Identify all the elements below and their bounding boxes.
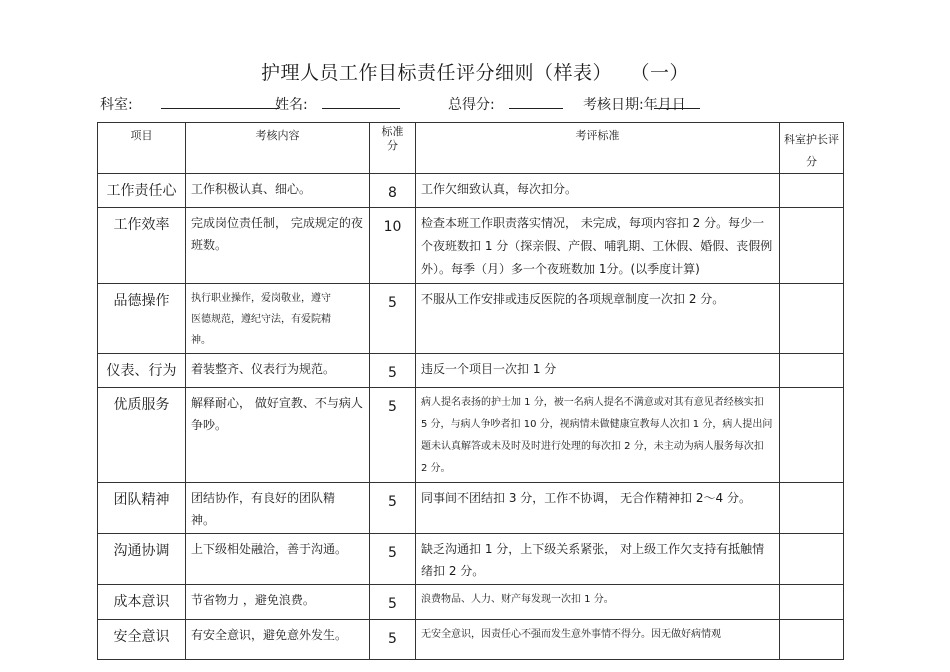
total-blank[interactable] <box>509 94 563 109</box>
row-item: 沟通协调 <box>98 534 186 585</box>
row-content: 工作积极认真、细心。 <box>186 174 370 208</box>
row-score: 5 <box>370 534 416 585</box>
year-label: 年 <box>643 97 658 113</box>
table-row <box>98 483 844 534</box>
title-suffix: （一） <box>640 62 690 84</box>
score-table <box>97 122 844 660</box>
row-score: 5 <box>370 388 416 483</box>
date-label: 考核日期: <box>583 97 644 113</box>
row-score: 5 <box>370 284 416 354</box>
header-eval <box>780 123 844 174</box>
row-score: 5 <box>370 585 416 620</box>
row-item: 品德操作 <box>98 284 186 354</box>
name-label: 姓名: <box>275 97 308 113</box>
header-standard: 考评标准 <box>416 123 780 174</box>
header-content: 考核内容 <box>186 123 370 174</box>
dept-field <box>100 94 133 114</box>
table-row <box>98 174 844 208</box>
row-content: 有安全意识，避免意外发生。 <box>186 620 370 660</box>
row-standard: 工作欠细致认真，每次扣分。 <box>416 174 780 208</box>
header-score <box>370 123 416 174</box>
row-content: 完成岗位责任制， 完成规定的夜班数。 <box>186 208 370 284</box>
row-content: 团结协作，有良好的团队精神。 <box>186 483 370 534</box>
month-blank[interactable] <box>658 94 684 109</box>
name-field <box>275 94 308 114</box>
row-score: 8 <box>370 174 416 208</box>
total-field <box>448 94 495 114</box>
row-item: 仪表、行为 <box>98 354 186 388</box>
table-row <box>98 585 844 620</box>
row-item: 优质服务 <box>98 388 186 483</box>
name-blank[interactable] <box>322 94 400 109</box>
row-standard: 病人提名表扬的护士加 1 分，被一名病人提名不满意或对其有意见者经核实扣 5 分，与病人争吵者扣 10 分，视病情未做健康宣教每人次扣 1 分，病人提出问题未认真解答或未及时及时进行处理的每次扣 2 分，未主动为病人服务每次扣 2 分。 <box>416 388 780 483</box>
row-standard: 缺乏沟通扣 1 分，上下级关系紧张， 对上级工作欠支持有抵触情绪扣 2 分。 <box>416 534 780 585</box>
table-row <box>98 354 844 388</box>
row-content: 上下级相处融洽，善于沟通。 <box>186 534 370 585</box>
header-score-text: 标准分 <box>381 125 404 152</box>
row-eval-cell[interactable] <box>780 534 844 585</box>
row-content: 着装整齐、仪表行为规范。 <box>186 354 370 388</box>
row-eval-cell[interactable] <box>780 354 844 388</box>
row-item: 工作效率 <box>98 208 186 284</box>
row-score: 10 <box>370 208 416 284</box>
dept-blank[interactable] <box>161 94 279 109</box>
page-title <box>0 58 950 85</box>
day-label: 日 <box>671 97 686 113</box>
row-item: 安全意识 <box>98 620 186 660</box>
table-row <box>98 534 844 585</box>
row-standard: 同事间不团结扣 3 分，工作不协调， 无合作精神扣 2～4 分。 <box>416 483 780 534</box>
row-eval-cell[interactable] <box>780 620 844 660</box>
title-text: 护理人员工作目标责任评分细则（样表） <box>260 62 612 84</box>
header-info-line <box>100 94 860 116</box>
row-score: 5 <box>370 354 416 388</box>
row-standard: 无安全意识，因责任心不强而发生意外事情不得分。因无做好病情观 <box>416 620 780 660</box>
row-eval-cell[interactable] <box>780 208 844 284</box>
header-item: 项目 <box>98 123 186 174</box>
table-row <box>98 208 844 284</box>
date-field <box>583 94 686 114</box>
row-content: 节省物力 ，避免浪费。 <box>186 585 370 620</box>
row-eval-cell[interactable] <box>780 388 844 483</box>
total-label: 总得分: <box>448 97 495 113</box>
day-blank[interactable] <box>684 94 700 109</box>
row-score: 5 <box>370 483 416 534</box>
table-header-row <box>98 123 844 174</box>
header-eval-text: 科室护长评分 <box>784 133 839 168</box>
table-row <box>98 388 844 483</box>
row-content: 执行职业操作，爱岗敬业，遵守医德规范，遵纪守法，有爱院精神。 <box>186 284 370 354</box>
row-item: 工作责任心 <box>98 174 186 208</box>
table-row <box>98 620 844 660</box>
row-score: 5 <box>370 620 416 660</box>
row-standard: 违反一个项目一次扣 1 分 <box>416 354 780 388</box>
row-standard: 不服从工作安排或违反医院的各项规章制度一次扣 2 分。 <box>416 284 780 354</box>
row-eval-cell[interactable] <box>780 174 844 208</box>
row-standard: 浪费物品、人力、财产每发现一次扣 1 分。 <box>416 585 780 620</box>
dept-label: 科室: <box>100 97 133 113</box>
row-eval-cell[interactable] <box>780 483 844 534</box>
table-row <box>98 284 844 354</box>
row-eval-cell[interactable] <box>780 585 844 620</box>
row-standard: 检查本班工作职责落实情况， 未完成，每项内容扣 2 分。每少一个夜班数扣 1 分（探亲假、产假、哺乳期、工休假、婚假、丧假例外）。每季（月）多一个夜班数加 1分。(以季度计算) <box>416 208 780 284</box>
row-item: 团队精神 <box>98 483 186 534</box>
row-content: 解释耐心， 做好宣教、不与病人争吵。 <box>186 388 370 483</box>
month-label: 月 <box>657 97 672 113</box>
row-item: 成本意识 <box>98 585 186 620</box>
row-eval-cell[interactable] <box>780 284 844 354</box>
